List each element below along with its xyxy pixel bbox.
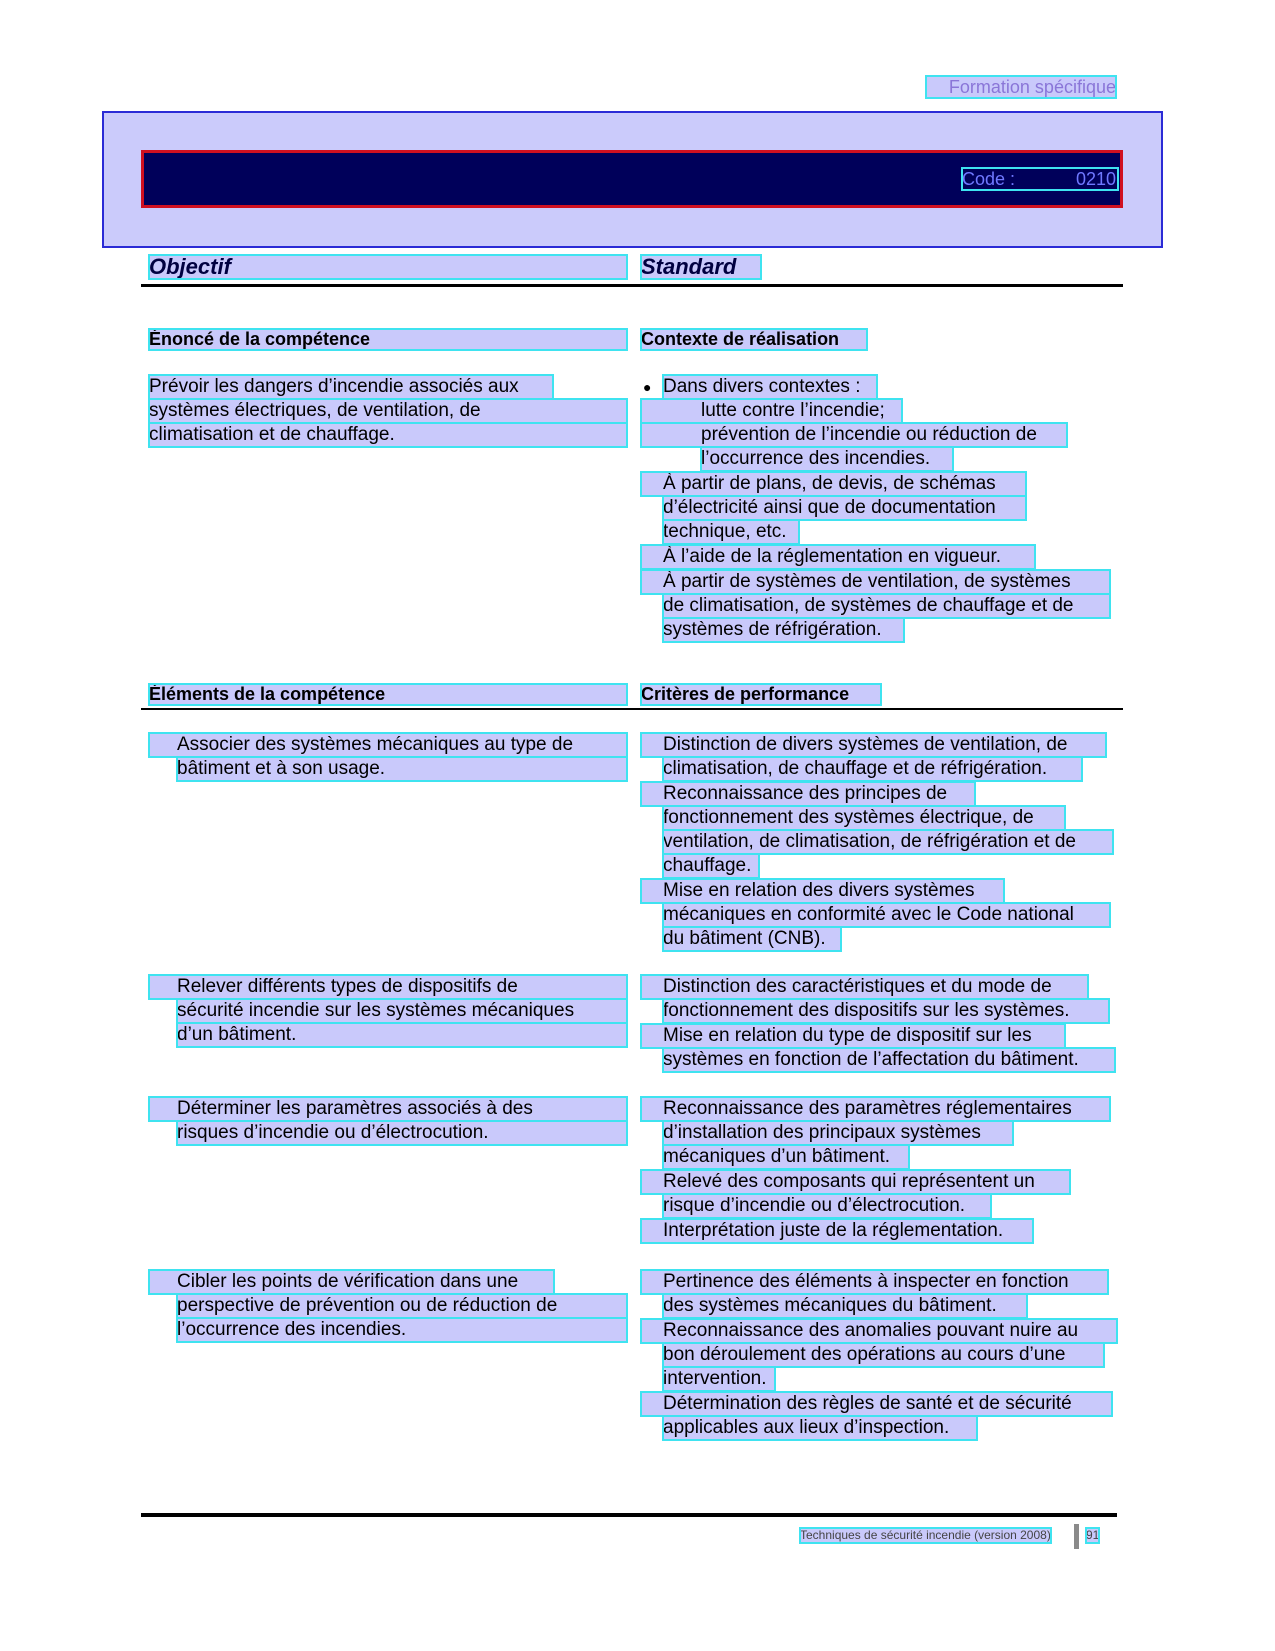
context-subitem: prévention de l’incendie ou réduction de xyxy=(641,423,1067,447)
criterion-line: chauffage. xyxy=(663,854,759,878)
criterion-line: Reconnaissance des anomalies pouvant nuire au xyxy=(641,1319,1117,1343)
element-line: Déterminer les paramètres associés à des xyxy=(149,1097,627,1121)
statement-line: Prévoir les dangers d’incendie associés aux xyxy=(149,375,553,399)
standard-heading: Standard xyxy=(641,255,761,279)
section-rule xyxy=(141,284,1123,287)
context-item: À partir de plans, de devis, de schémas xyxy=(641,472,1026,496)
context-item: À l’aide de la réglementation en vigueur. xyxy=(641,545,1035,569)
context-subitem: l’occurrence des incendies. xyxy=(701,447,953,471)
criterion-line: mécaniques d’un bâtiment. xyxy=(663,1145,909,1169)
criterion-line: Interprétation juste de la réglementation. xyxy=(641,1219,1033,1243)
criterion-line: climatisation, de chauffage et de réfrigération. xyxy=(663,757,1082,781)
bullet-icon: ● xyxy=(643,379,652,395)
criterion-line: Pertinence des éléments à inspecter en fonction xyxy=(641,1270,1108,1294)
element-line: Relever différents types de dispositifs de xyxy=(149,975,627,999)
criteria-heading: Critères de performance xyxy=(641,684,881,705)
context-item: de climatisation, de systèmes de chauffage et de xyxy=(663,594,1110,618)
statement-heading: Énoncé de la compétence xyxy=(149,329,627,350)
element-line: d’un bâtiment. xyxy=(177,1023,627,1047)
criterion-line: applicables aux lieux d’inspection. xyxy=(663,1416,977,1440)
criterion-line: Relevé des composants qui représentent un xyxy=(641,1170,1070,1194)
criterion-line: risque d’incendie ou d’électrocution. xyxy=(663,1194,991,1218)
element-line: Cibler les points de vérification dans une xyxy=(149,1270,554,1294)
code-label: Code : xyxy=(962,169,1016,189)
element-line: bâtiment et à son usage. xyxy=(177,757,627,781)
criterion-line: bon déroulement des opérations au cours d’une xyxy=(663,1343,1104,1367)
objective-heading: Objectif xyxy=(149,255,627,279)
element-line: perspective de prévention ou de réduction de xyxy=(177,1294,627,1318)
code-box xyxy=(962,168,1118,190)
footer-rule xyxy=(141,1513,1117,1517)
criterion-line: Reconnaissance des paramètres réglementaires xyxy=(641,1097,1110,1121)
criterion-line: Mise en relation des divers systèmes xyxy=(641,879,1004,903)
criterion-line: du bâtiment (CNB). xyxy=(663,927,841,951)
criterion-line: des systèmes mécaniques du bâtiment. xyxy=(663,1294,1027,1318)
criterion-line: intervention. xyxy=(663,1367,775,1391)
elements-heading: Éléments de la compétence xyxy=(149,684,627,705)
element-line: risques d’incendie ou d’électrocution. xyxy=(177,1121,627,1145)
context-item: technique, etc. xyxy=(663,520,799,544)
context-item: d’électricité ainsi que de documentation xyxy=(663,496,1026,520)
criterion-line: Détermination des règles de santé et de sécurité xyxy=(641,1392,1112,1416)
context-item: Dans divers contextes : xyxy=(663,375,877,399)
context-heading: Contexte de réalisation xyxy=(641,329,867,350)
element-line: sécurité incendie sur les systèmes mécaniques xyxy=(177,999,627,1023)
criterion-line: Distinction des caractéristiques et du mode de xyxy=(641,975,1088,999)
context-subitem: lutte contre l’incendie; xyxy=(641,399,902,423)
element-line: Associer des systèmes mécaniques au type de xyxy=(149,733,627,757)
elements-rule xyxy=(141,708,1123,710)
footer-separator xyxy=(1074,1524,1079,1549)
criterion-line: mécaniques en conformité avec le Code national xyxy=(663,903,1110,927)
criterion-line: ventilation, de climatisation, de réfrigération et de xyxy=(663,830,1113,854)
criterion-line: systèmes en fonction de l’affectation du bâtiment. xyxy=(663,1048,1115,1072)
code-value: 0210 xyxy=(1075,169,1116,189)
criterion-line: Mise en relation du type de dispositif sur les xyxy=(641,1024,1065,1048)
criterion-line: Distinction de divers systèmes de ventilation, de xyxy=(641,733,1106,757)
context-item: À partir de systèmes de ventilation, de systèmes xyxy=(641,570,1110,594)
criterion-line: d’installation des principaux systèmes xyxy=(663,1121,1013,1145)
element-line: l’occurrence des incendies. xyxy=(177,1318,627,1342)
criterion-line: fonctionnement des dispositifs sur les systèmes. xyxy=(663,999,1109,1023)
statement-line: climatisation et de chauffage. xyxy=(149,423,627,447)
footer-text: Techniques de sécurité incendie (version 2008) xyxy=(800,1528,1051,1542)
header-label: Formation spécifique xyxy=(926,76,1116,98)
criterion-line: fonctionnement des systèmes électrique, de xyxy=(663,806,1065,830)
page-number: 91 xyxy=(1086,1528,1100,1542)
statement-line: systèmes électriques, de ventilation, de xyxy=(149,399,627,423)
context-item: systèmes de réfrigération. xyxy=(663,618,904,642)
criterion-line: Reconnaissance des principes de xyxy=(641,782,975,806)
